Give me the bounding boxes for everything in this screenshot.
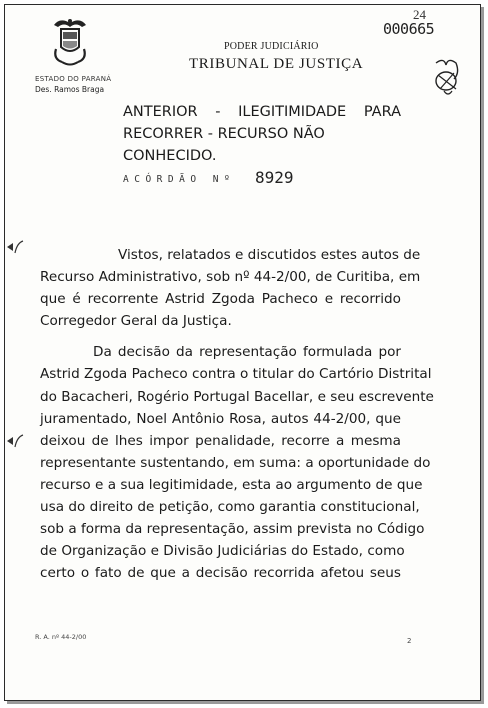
ementa-summary <box>123 101 401 167</box>
body-line: do Bacacheri, Rogério Portugal Bacellar, e seu escrevente <box>40 388 434 405</box>
body-line: que é recorrente Astrid Zgoda Pacheco e recorrido <box>40 291 401 308</box>
body-text <box>40 244 434 584</box>
page-number: 2 <box>407 637 412 645</box>
margin-mark-icon <box>5 237 25 257</box>
body-line: recurso e a sua legitimidade, esta ao argumento de que <box>40 476 423 493</box>
margin-mark-icon <box>5 431 25 451</box>
body-line: Corregedor Geral da Justiça. <box>40 313 232 330</box>
body-line: de Organização e Divisão Judiciárias do Estado, como <box>40 543 405 560</box>
case-reference: R. A. nº 44-2/00 <box>35 633 87 641</box>
ementa-line-1: ANTERIOR - ILEGITIMIDADE PARA <box>123 104 401 120</box>
document-page <box>4 4 481 701</box>
acordao-number: 8929 <box>255 168 294 187</box>
state-name: ESTADO DO PARANÁ <box>35 75 112 83</box>
judge-name: Des. Ramos Braga <box>35 85 105 94</box>
body-line: Vistos, relatados e discutidos estes autos de <box>118 247 421 263</box>
paragraph-2 <box>40 341 434 584</box>
corner-mark: 24 <box>413 7 426 22</box>
body-line: representante sustentando, em suma: a oportunidade do <box>40 454 431 471</box>
coat-of-arms-icon <box>50 15 90 67</box>
court-power-heading: PODER JUDICIÁRIO <box>224 41 319 52</box>
body-line: juramentado, Noel Antônio Rosa, autos 44-2/00, que <box>40 410 401 427</box>
body-line: Recurso Administrativo, sob nº 44-2/00, de Curitiba, em <box>40 269 421 286</box>
ementa-line-2: RECORRER - RECURSO NÃO CONHECIDO. <box>123 126 325 164</box>
body-line: certo o fato de que a decisão recorrida afetou seus <box>40 565 401 582</box>
body-line: usa do direito de petição, como garantia constitucional, <box>40 499 420 516</box>
body-line: deixou de lhes impor penalidade, recorre a mesma <box>40 432 401 449</box>
paragraph-1 <box>40 244 421 332</box>
document-number: 000665 <box>383 20 435 38</box>
body-line: sob a forma da representação, assim prevista no Código <box>40 521 425 538</box>
court-name-heading: TRIBUNAL DE JUSTIÇA <box>189 56 364 72</box>
signature-initials-icon <box>430 55 462 101</box>
body-line: Astrid Zgoda Pacheco contra o titular do Cartório Distrital <box>40 366 432 383</box>
body-line: Da decisão da representação formulada por <box>93 344 401 361</box>
acordao-label: ACÓRDÃO Nº <box>123 174 236 185</box>
